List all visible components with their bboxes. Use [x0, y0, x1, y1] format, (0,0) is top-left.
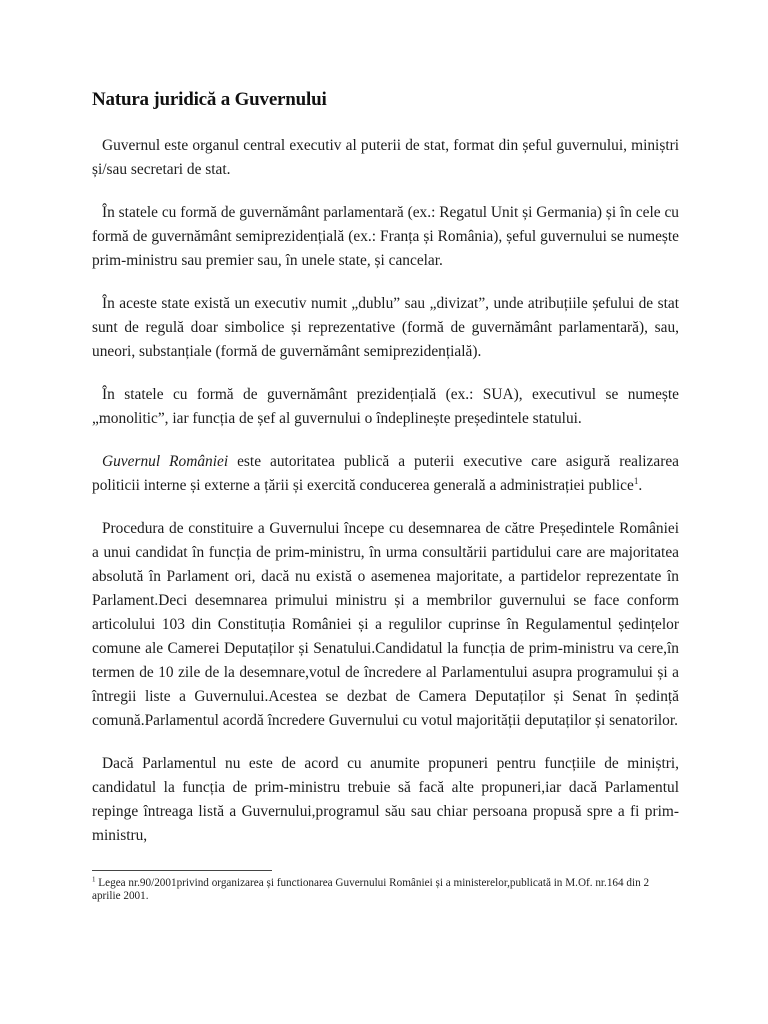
document-page — [92, 88, 679, 867]
paragraph-2: În statele cu formă de guvernământ parlamentară (ex.: Regatul Unit și Germania) și în cele cu formă de guvernământ semiprezidențială (ex.: Franța și România), șeful guvernului se numește prim-ministru sau premier sau, în unele state, și cancelar. — [92, 204, 679, 269]
paragraph-1: Guvernul este organul central executiv al puterii de stat, format din șeful guvernului, miniștri și/sau secretari de stat. — [92, 137, 679, 178]
footnote-separator — [92, 870, 272, 871]
paragraph-3: În aceste state există un executiv numit „dublu” sau „divizat”, unde atribuțiile șefului de stat sunt de regulă doar simbolice și reprezentative (formă de guvernământ parlamentară), sau, uneori, substanțiale (formă de guvernământ semiprezidențială). — [92, 295, 679, 360]
paragraph-5-body: este autoritatea publică a puterii executive care asigură realizarea politicii interne și externe a țării și exercită conducerea generală a administrației publice — [92, 453, 679, 494]
footnote — [92, 877, 679, 903]
paragraph-4: În statele cu formă de guvernământ prezidențială (ex.: SUA), executivul se numește „monolitic”, iar funcția de șef al guvernului o îndeplinește președintele statului. — [92, 386, 679, 427]
footnote-text: Legea nr.90/2001privind organizarea și functionarea Guvernului României și a ministerelor,publicată in M.Of. nr.164 din 2 aprilie 2001. — [92, 877, 650, 902]
paragraph-5-tail: . — [638, 477, 643, 494]
footnote-reference[interactable]: 1 — [633, 475, 639, 486]
paragraph-6: Procedura de constituire a Guvernului începe cu desemnarea de către Președintele României a unui candidat în funcția de prim-ministru, în urma consultării partidului care are majoritatea absolută în Parlament ori, dacă nu există o asemenea majoritate, a partidelor reprezentate în Parlament.Deci desemnarea primului ministru și a membrilor guvernului se face conform articolului 103 din Constituția României și a regulilor cuprinse în Regulamentul ședințelor comune ale Camerei Deputaților și Senatului.Candidatul la funcția de prim-ministru va cere,în termen de 10 zile de la desemnare,votul de încredere al Parlamentului asupra programului și a întregii liste a Guvernului.Acestea se dezbat de Camera Deputaților și Senat în ședință comună.Parlamentul acordă încredere Guvernului cu votul majorității deputaților și senatorilor. — [92, 520, 679, 729]
paragraph-5 — [92, 450, 679, 498]
document-title: Natura juridică a Guvernului — [92, 89, 327, 110]
italic-term-guvernul-romaniei: Guvernul României — [102, 453, 229, 470]
paragraph-7: Dacă Parlamentul nu este de acord cu anumite propuneri pentru funcțiile de miniștri, candidatul la funcția de prim-ministru trebuie să facă alte propuneri,iar dacă Parlamentul repinge întreaga listă a Guvernului,programul său sau chiar persoana propusă spre a fi prim-ministru, — [92, 755, 679, 844]
footnote-number: 1 — [92, 875, 96, 884]
